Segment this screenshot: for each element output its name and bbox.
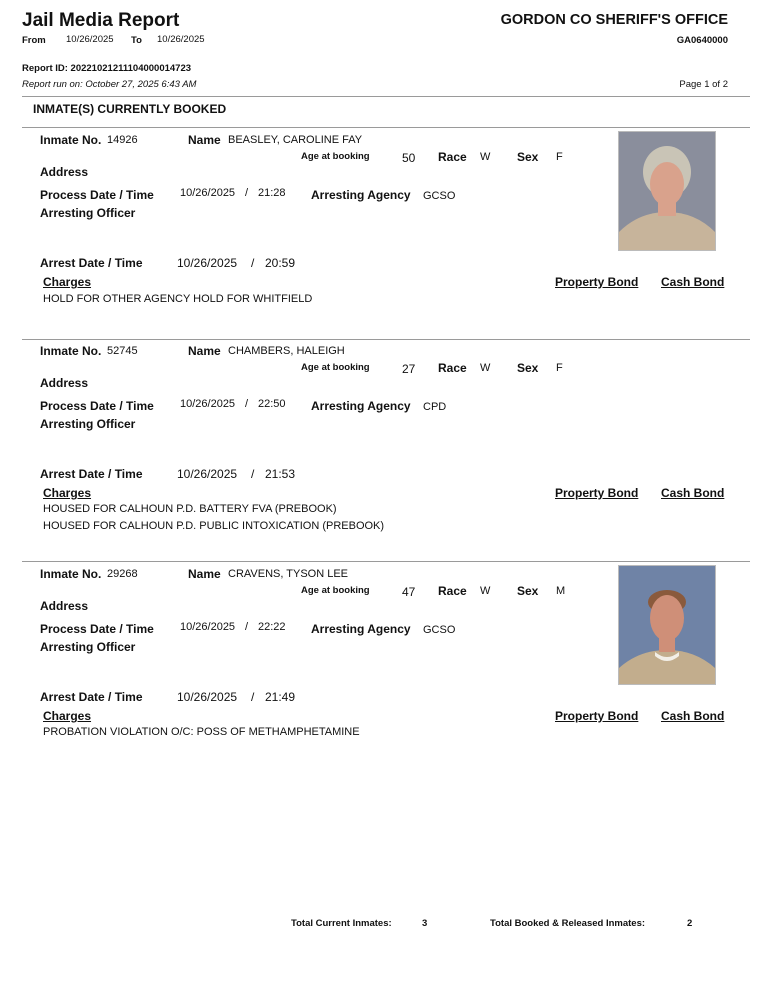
agency-label: Arresting Agency [311,399,411,413]
inmate-no: 52745 [107,345,138,357]
charge-line: HOUSED FOR CALHOUN P.D. PUBLIC INTOXICATION (PREBOOK) [43,520,385,532]
cash-bond-label: Cash Bond [661,709,725,723]
process-date: 10/26/2025 [180,398,236,410]
slash: / [251,256,255,270]
age: 47 [402,585,416,599]
race-label: Race [438,584,467,598]
age-label: Age at booking [301,585,370,596]
slash: / [245,187,249,199]
race: W [480,362,491,374]
age-label: Age at booking [301,151,370,162]
arrest-time: 21:49 [265,690,296,704]
to-label: To [131,35,142,46]
cash-bond-label: Cash Bond [661,486,725,500]
total-current-label: Total Current Inmates: [291,918,392,929]
name-label: Name [188,567,221,581]
race: W [480,585,491,597]
total-booked-released-label: Total Booked & Released Inmates: [490,918,646,929]
process-label: Process Date / Time [40,622,154,636]
arrest-time: 20:59 [265,256,296,270]
sex-label: Sex [517,150,539,164]
property-bond-label: Property Bond [555,275,639,289]
process-time: 22:50 [258,398,286,410]
slash: / [251,690,255,704]
cash-bond-label: Cash Bond [661,275,725,289]
officer-label: Arresting Officer [40,640,136,654]
arresting-agency: GCSO [423,190,456,202]
process-label: Process Date / Time [40,188,154,202]
address-label: Address [40,376,89,390]
agency-code: GA0640000 [676,35,728,46]
name-label: Name [188,133,221,147]
to-date: 10/26/2025 [157,34,205,45]
age: 27 [402,362,416,376]
record-divider [22,561,750,562]
agency-label: Arresting Agency [311,188,411,202]
arrest-date: 10/26/2025 [177,690,238,704]
report-run: Report run on: October 27, 2025 6:43 AM [22,79,197,90]
process-label: Process Date / Time [40,399,154,413]
process-time: 22:22 [258,621,286,633]
charges-label: Charges [43,709,92,723]
arrest-time: 21:53 [265,467,296,481]
inmate-no-label: Inmate No. [40,567,102,581]
section-title: INMATE(S) CURRENTLY BOOKED [33,102,227,116]
charge-line: PROBATION VIOLATION O/C: POSS OF METHAMPHETAMINE [43,726,360,738]
arrest-date: 10/26/2025 [177,256,238,270]
agency-label: Arresting Agency [311,622,411,636]
mugshot-photo [618,565,716,685]
sex-label: Sex [517,361,539,375]
sex-label: Sex [517,584,539,598]
inmate-name: BEASLEY, CAROLINE FAY [228,134,363,146]
from-date: 10/26/2025 [66,34,114,45]
inmate-no: 29268 [107,568,138,580]
total-booked-released-value: 2 [687,918,693,929]
charges-label: Charges [43,486,92,500]
inmate-name: CRAVENS, TYSON LEE [228,568,349,580]
report-id: Report ID: 20221021211104000014723 [22,63,192,74]
arrest-label: Arrest Date / Time [40,256,143,270]
arresting-agency: CPD [423,401,447,413]
slash: / [245,621,249,633]
header-divider [22,96,750,97]
sex: F [556,151,563,163]
name-label: Name [188,344,221,358]
race: W [480,151,491,163]
report-title: Jail Media Report [22,10,180,31]
charges-label: Charges [43,275,92,289]
slash: / [245,398,249,410]
address-label: Address [40,165,89,179]
sex: F [556,362,563,374]
arrest-label: Arrest Date / Time [40,690,143,704]
arresting-agency: GCSO [423,624,456,636]
section-divider [22,127,750,128]
charge-line: HOLD FOR OTHER AGENCY HOLD FOR WHITFIELD [43,293,313,305]
mugshot-photo [618,131,716,251]
officer-label: Arresting Officer [40,206,136,220]
page-number: Page 1 of 2 [679,79,728,90]
record-divider [22,339,750,340]
race-label: Race [438,361,467,375]
property-bond-label: Property Bond [555,486,639,500]
age-label: Age at booking [301,362,370,373]
agency-name: GORDON CO SHERIFF'S OFFICE [500,12,728,28]
total-current-value: 3 [422,918,428,929]
property-bond-label: Property Bond [555,709,639,723]
age: 50 [402,151,416,165]
sex: M [556,585,566,597]
officer-label: Arresting Officer [40,417,136,431]
inmate-name: CHAMBERS, HALEIGH [228,345,345,357]
address-label: Address [40,599,89,613]
arrest-date: 10/26/2025 [177,467,238,481]
inmate-no-label: Inmate No. [40,133,102,147]
from-label: From [22,35,46,46]
race-label: Race [438,150,467,164]
charge-line: HOUSED FOR CALHOUN P.D. BATTERY FVA (PREBOOK) [43,503,337,515]
inmate-no-label: Inmate No. [40,344,102,358]
arrest-label: Arrest Date / Time [40,467,143,481]
process-date: 10/26/2025 [180,187,236,199]
slash: / [251,467,255,481]
process-time: 21:28 [258,187,286,199]
process-date: 10/26/2025 [180,621,236,633]
inmate-no: 14926 [107,134,138,146]
